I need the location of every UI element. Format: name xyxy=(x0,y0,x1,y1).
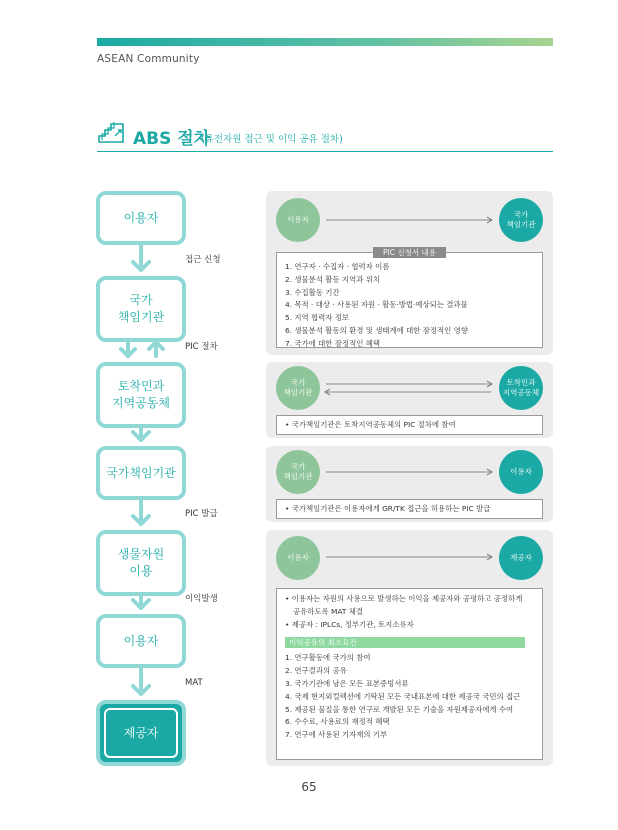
minimum-requirements-header: 이익공유의 최소요건 xyxy=(285,637,525,648)
pic-procedure-note xyxy=(276,415,543,435)
list-item: 2. 생물분석 활동 지역과 위치 xyxy=(285,274,380,284)
circle-label: 국가 xyxy=(513,210,529,219)
flow-box-label: 토착민과 xyxy=(117,379,165,393)
circle-national-authority xyxy=(276,366,320,410)
circle-label: 이용자 xyxy=(287,215,309,224)
circle-label: 지역공동체 xyxy=(502,388,540,397)
circle-user xyxy=(276,198,320,242)
panel-pic-procedure xyxy=(266,362,553,438)
circle-label: 제공자 xyxy=(510,553,532,562)
list-item: 3. 수집활동 기간 xyxy=(285,287,340,297)
section-name: ASEAN Community xyxy=(97,53,200,65)
note-text: • 국가책임기관은 토착지역공동체의 PIC 절차에 참여 xyxy=(285,420,456,429)
circle-label: 국가 xyxy=(290,462,306,471)
step-label-mat: MAT xyxy=(185,678,203,688)
flow-box-label: 국가 xyxy=(129,293,153,307)
step-label-access-request: 접근 신청 xyxy=(185,255,221,265)
list-item: • 이용자는 자원의 사용으로 발생하는 이익을 제공자와 공평하고 공정하게 xyxy=(285,594,523,603)
circle-indigenous-community xyxy=(499,366,543,410)
flow-box-label: 생물자원 xyxy=(117,547,165,561)
list-item: 5. 제공된 물질을 통한 연구로 개발된 모든 기술을 자원제공자에게 수여 xyxy=(285,704,514,714)
list-item: 1. 연구자 · 수집자 · 협력자 이름 xyxy=(285,262,390,271)
circle-label: 책임기관 xyxy=(506,220,536,229)
circle-label: 이용자 xyxy=(287,553,309,562)
step-label-benefit-arising: 이익발생 xyxy=(185,594,218,604)
list-item: 5. 지역 협력자 정보 xyxy=(285,313,350,323)
circle-label: 이용자 xyxy=(510,467,532,476)
circle-label: 국가 xyxy=(290,378,306,387)
benefit-sharing-box xyxy=(276,588,543,760)
circle-national-authority xyxy=(276,450,320,494)
circle-user xyxy=(276,536,320,580)
flow-box-label: 지역공동체 xyxy=(112,396,170,410)
pic-content-header: PIC 신청서 내용 xyxy=(373,247,446,258)
circle-user xyxy=(499,450,543,494)
list-item: 1. 연구활동에 국가의 참여 xyxy=(285,653,371,663)
panel-pic-application xyxy=(266,191,553,355)
circle-national-authority xyxy=(499,198,543,242)
list-item: 6. 생물분석 활동의 환경 및 생태계에 대한 잠정적인 영향 xyxy=(285,325,468,335)
list-item: 7. 국가에 대한 잠정적인 혜택 xyxy=(285,338,380,348)
list-item: 2. 연구결과의 공유 xyxy=(285,666,347,676)
flow-box-label: 이용 xyxy=(129,564,153,578)
note-text: • 국가책임기관은 이용자에게 GR/TK 접근을 허용하는 PIC 발급 xyxy=(285,504,491,513)
pic-issuance-note xyxy=(276,499,543,519)
list-item: 7. 연구에 사용된 기자재의 기부 xyxy=(285,730,388,740)
panel-pic-issuance xyxy=(266,446,553,522)
page-subtitle: (유전자원 접근 및 이익 공유 절차) xyxy=(201,134,343,145)
page-title: ABS 절차 xyxy=(133,129,211,149)
panel-benefit-sharing xyxy=(266,530,553,766)
flow-box-label: 국가책임기관 xyxy=(106,465,176,480)
list-item: 4. 목적 · 대상 · 사용된 자원 · 활동·방법·예상되는 결과물 xyxy=(285,300,468,310)
flow-box-label: 이용자 xyxy=(123,210,159,225)
circle-label: 책임기관 xyxy=(283,472,313,481)
list-item: 3. 국가기관에 남은 모든 표본증빙서류 xyxy=(285,678,409,688)
flow-box-label: 이용자 xyxy=(123,633,159,648)
circle-label: 책임기관 xyxy=(283,388,313,397)
flow-box-label: 책임기관 xyxy=(117,310,165,324)
list-item: • 제공자 : IPLCs, 정부기관, 토지소유자 xyxy=(285,619,414,629)
step-label-pic-issuance: PIC 발급 xyxy=(185,509,218,519)
list-item: 4. 국제 현지외컬렉션에 기탁된 모든 국내표본에 대한 제공국 국민의 접근 xyxy=(285,691,521,701)
circle-label: 토착민과 xyxy=(506,378,536,387)
pic-content-box xyxy=(276,248,543,348)
page-number: 65 xyxy=(301,780,317,794)
flow-box-label: 제공자 xyxy=(123,725,159,740)
list-item: 6. 수수료, 사용료의 재정적 혜택 xyxy=(285,717,390,727)
circle-provider xyxy=(499,536,543,580)
list-item-continued: 공유하도록 MAT 체결 xyxy=(293,606,364,616)
step-label-pic-procedure: PIC 절차 xyxy=(185,342,218,352)
